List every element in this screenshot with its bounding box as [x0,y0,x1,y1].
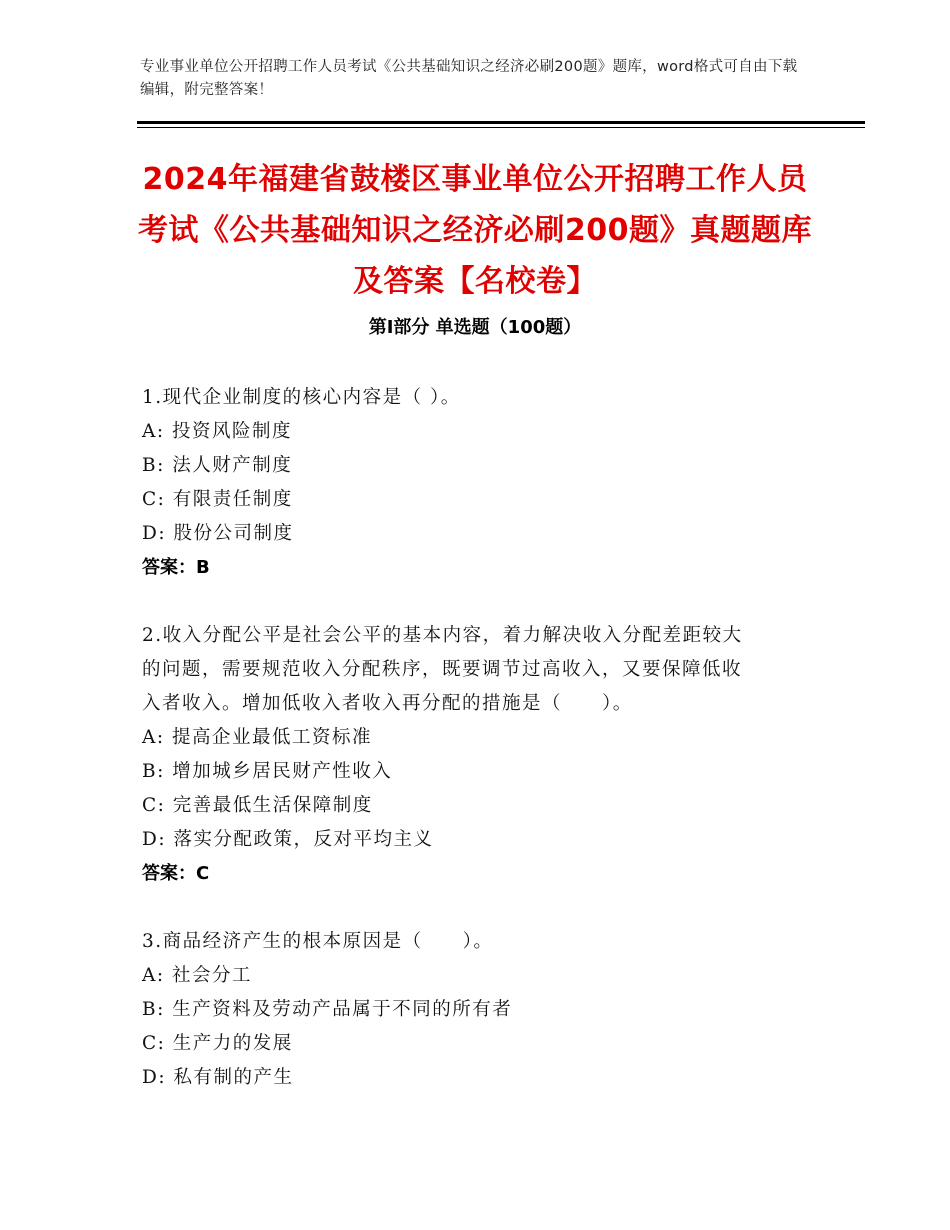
question-list [142,381,822,1095]
question-spacer [142,891,822,925]
option-b: B: 生产资料及劳动产品属于不同的所有者 [142,999,513,1020]
question-spacer [142,585,822,619]
question-stem-line-2: 的问题，需要规范收入分配秩序，既要调节过高收入，又要保障低收 [142,659,743,680]
section-title: 第Ⅰ部分 单选题（100题） [368,317,582,338]
option-c: C: 生产力的发展 [142,1033,293,1054]
document-title: 2024年福建省鼓楼区事业单位公开招聘工作人员考试《公共基础知识之经济必刷200题》真题题库及答案【名校卷】 [137,162,813,299]
question-3 [142,925,822,1095]
option-b: B: 增加城乡居民财产性收入 [142,761,393,782]
option-d: D: 股份公司制度 [142,523,294,544]
question-2 [142,619,822,891]
question-1 [142,381,822,585]
question-stem-line-1: 2.收入分配公平是社会公平的基本内容，着力解决收入分配差距较大 [142,625,743,646]
option-a: A: 提高企业最低工资标准 [142,727,372,748]
option-d: D: 私有制的产生 [142,1067,294,1088]
header-rule-thick [137,121,865,124]
option-c: C: 有限责任制度 [142,489,293,510]
answer: 答案：B [142,557,210,578]
option-c: C: 完善最低生活保障制度 [142,795,373,816]
option-d: D: 落实分配政策，反对平均主义 [142,829,434,850]
question-stem: 3.商品经济产生的根本原因是（ ）。 [142,931,494,952]
question-stem: 1.现代企业制度的核心内容是（ ）。 [142,387,461,408]
header-note: 专业事业单位公开招聘工作人员考试《公共基础知识之经济必刷200题》题库，word格式可自由下载编辑，附完整答案！ [140,59,798,98]
option-a: A: 社会分工 [142,965,252,986]
option-a: A: 投资风险制度 [142,421,292,442]
question-stem-line-3: 入者收入。增加低收入者收入再分配的措施是（ ）。 [142,693,633,714]
header-rule-thin [137,127,865,128]
option-b: B: 法人财产制度 [142,455,293,476]
answer: 答案：C [142,863,210,884]
